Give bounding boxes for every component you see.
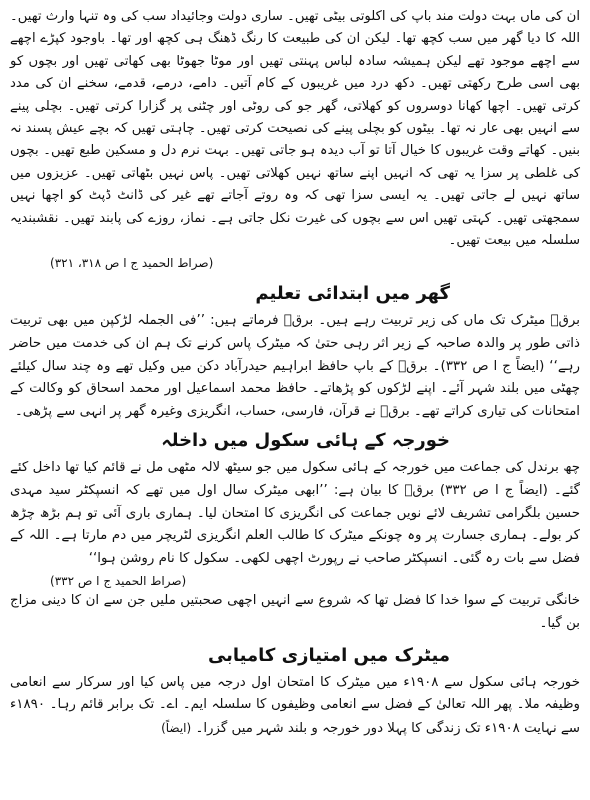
citation: (صراط الحمید ج ا ص ۳۳۲) <box>50 574 187 589</box>
section-heading: میٹرک میں امتیازی کامیابی <box>207 644 450 666</box>
paragraph-home-education: برقؔ میٹرک تک ماں کی زیر تربیت رہے ہیں۔ برقؔ فرماتے ہیں: ’’فی الجملہ لڑکپن میں بھی تربیت ذاتی طور پر والدہ صاحبہ کے زیر اثر رہی حتیٰ کہ میٹرک پاس کرنے تک ہم ان کی خدمت میں حاضر رہے‘‘ (ایضاً ج ا ص ۳۳۲)۔ برقؔ کے باپ حافظ ابراہیم حیدرآباد دکن میں وکیل تھے وہ چند سال کیلئے چھٹی میں بلند شہر آئے۔ اپنے لڑکوں کو پڑھاتے۔ حافظ محمد اسماعیل اور محمد اسحاق کو وکالت کے امتحانات کی تیاری کراتے تھے۔ برقؔ نے قرآن، فارسی، حساب، انگریزی وغیرہ گھر پر انہی سے پڑھی۔ <box>10 313 580 419</box>
citation: (صراط الحمید ج ا ص ۳۱۸، ۳۲۱) <box>50 256 214 271</box>
paragraph-home-training: خانگی تربیت کے سوا خدا کا فضل تھا کہ شروع سے انہیں اچھی صحبتیں ملیں جن سے ان کا دینی مزاج بن گیا۔ <box>10 593 580 631</box>
section-heading: خورجہ کے ہائی سکول میں داخلہ <box>161 430 450 452</box>
section-school-admission <box>10 427 580 635</box>
citation: (ایضاً) <box>161 720 192 735</box>
paragraph-matric-success <box>10 672 580 741</box>
paragraph-text: خورجہ ہائی سکول سے ۱۹۰۸ء میں میٹرک کا امتحان اول درجہ میں پاس کیا اور سرکار سے انعامی وظیفہ ملا۔ پھر اللہ تعالیٰ کے فضل سے انعامی وظیفوں کا سلسلہ ایم۔ اے۔ تک برابر قائم رہا۔ ۱۸۹۰ء سے نہایت ۱۹۰۸ء تک زندگی کا پہلا دور خورجہ و بلند شہر میں گزرا۔ <box>10 674 580 736</box>
paragraph-mother: ان کی ماں بہت دولت مند باپ کی اکلوتی بیٹی تھیں۔ ساری دولت وجائیداد سب کی وہ تنہا وارث تھیں۔ اللہ کا دیا گھر میں سب کچھ تھا۔ لیکن ان کی طبیعت کا رنگ ڈھنگ ہی کچھ اور تھا۔ باوجود کپڑے اچھے سے اچھے موجود تھے لیکن ہمیشہ سادہ لباس پہنتی تھیں اور موٹا جھوٹا بھی کھاتی تھیں اور بچوں کو بھی اسی طرح رکھتی تھیں۔ دکھ درد میں غریبوں کے کام آتیں۔ دامے، درمے، قدمے، سخنے ان کی مدد کرتی تھیں۔ اچھا کھانا دوسروں کو کھلاتی، گھر جو کی روٹی اور چٹنی پر گزارا کرتی تھیں۔ بچلی پینے سے انہیں بھی عار نہ تھا۔ بیٹوں کو بچلی پینے کی نصیحت کرتی تھیں۔ چاہتی تھیں کہ بچے عیش پسند نہ بنیں۔ کھاتے وقت غریبوں کا خیال آتا تو آب دیدہ ہو جاتی تھیں۔ بہت نرم دل و مسکین طبع تھیں۔ بچوں کی غلطی پر سزا یہ تھی کہ انہیں اپنے ساتھ نہیں کھلاتی تھیں۔ پاس نہیں بٹھاتی تھیں۔ عزیزوں میں ساتھ نہیں لے جاتی تھیں۔ یہ ایسی سزا تھی کہ وہ روتے آجاتے تھے غیر کی ڈانٹ ڈپٹ کو اچھا نہیں سمجھتی تھیں۔ کہتی تھیں اس سے بچوں کی غیرت نکل جاتی ہے۔ نماز، روزے کی پابند تھیں۔ نقشبندیہ سلسلہ میں بیعت تھیں۔ <box>10 9 580 249</box>
section-heading: گھر میں ابتدائی تعلیم <box>255 283 450 305</box>
paragraph-school-admission: چھ برندل کی جماعت میں خورجہ کے ہائی سکول میں جو سیٹھ لالہ مٹھی مل نے قائم کیا تھا داخل کئے گئے۔ (ایضاً ج ا ص ۳۳۲) برقؔ کا بیان ہے: ’’ابھی میٹرک سال اول میں تھے کہ انسپکٹر سید مہدی حسین بلگرامی تشریف لائے نویں جماعت کی انگریزی کا امتحان لیا۔ ہماری باری آئی تو ہم بڑھ چڑھ کر بولے۔ ہماری جسارت پر وہ چونکے میٹرک کا طالب العلم انگریزی لٹریچر میں دم مارتا ہے۔ اللہ کے فضل سے بات رہ گئی۔ انسپکٹر صاحب نے رپورٹ اچھی لکھی۔ سکول کا نام روشن ہوا‘‘ <box>10 460 580 566</box>
section-home-education <box>10 280 580 423</box>
section-mother <box>10 6 580 272</box>
section-matric-success <box>10 642 580 741</box>
